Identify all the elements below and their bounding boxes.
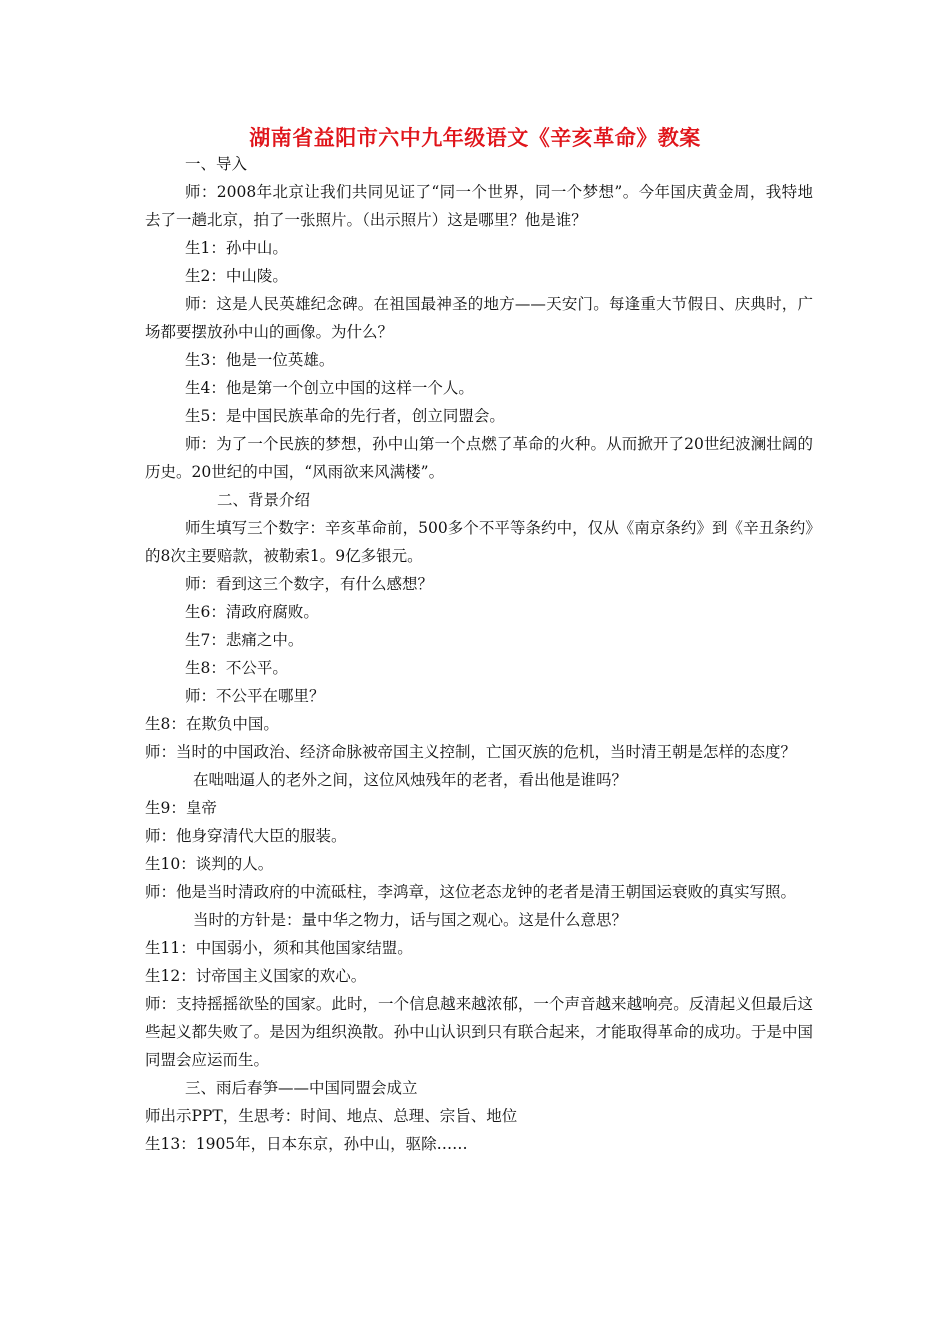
paragraph: 生8：不公平。	[185, 659, 288, 677]
paragraph: 生10：谈判的人。	[145, 855, 274, 873]
paragraph: 生8：在欺负中国。	[145, 715, 279, 733]
paragraph: 师：他身穿清代大臣的服装。	[145, 827, 347, 845]
paragraph: 师：这是人民英雄纪念碑。在祖国最神圣的地方——天安门。每逢重大节假日、庆典时，广场都要摆放孙中山的画像。为什么？	[145, 295, 813, 341]
paragraph: 师：支持摇摇欲坠的国家。此时，一个信息越来越浓郁，一个声音越来越响亮。反清起义但最后这些起义都失败了。是因为组织涣散。孙中山认识到只有联合起来，才能取得革命的成功。于是中国同盟会应运而生。	[145, 995, 813, 1069]
paragraph: 生13：1905年，日本东京，孙中山，驱除……	[145, 1135, 468, 1153]
paragraph: 师：2008年北京让我们共同见证了“同一个世界，同一个梦想”。今年国庆黄金周，我特地去了一趟北京，拍了一张照片。（出示照片）这是哪里？他是谁？	[145, 183, 813, 229]
paragraph: 生9：皇帝	[145, 799, 217, 817]
paragraph: 生12：讨帝国主义国家的欢心。	[145, 967, 367, 985]
paragraph: 师出示PPT，生思考：时间、地点、总理、宗旨、地位	[145, 1107, 518, 1125]
paragraph: 三、雨后春笋——中国同盟会成立	[185, 1079, 418, 1097]
paragraph: 一、导入	[185, 155, 248, 173]
paragraph: 生11：中国弱小，须和其他国家结盟。	[145, 939, 413, 957]
paragraph: 师：他是当时清政府的中流砥柱，李鸿章，这位老态龙钟的老者是清王朝国运衰败的真实写照。	[145, 883, 797, 901]
paragraph: 二、背景介绍	[217, 491, 311, 509]
paragraph: 师：为了一个民族的梦想，孙中山第一个点燃了革命的火种。从而掀开了20世纪波澜壮阔的历史。20世纪的中国，“风雨欲来风满楼”。	[145, 435, 813, 481]
paragraph: 生6：清政府腐败。	[185, 603, 319, 621]
document-body	[145, 150, 813, 1158]
paragraph: 师：看到这三个数字，有什么感想？	[185, 575, 434, 593]
paragraph: 师：不公平在哪里？	[185, 687, 325, 705]
paragraph: 师：当时的中国政治、经济命脉被帝国主义控制，亡国灭族的危机，当时清王朝是怎样的态度？	[145, 743, 797, 761]
paragraph: 生2：中山陵。	[185, 267, 288, 285]
document-title: 湖南省益阳市六中九年级语文《辛亥革命》教案	[249, 126, 701, 150]
paragraph: 生1：孙中山。	[185, 239, 288, 257]
paragraph: 当时的方针是：量中华之物力，话与国之观心。这是什么意思？	[193, 911, 628, 929]
paragraph: 生7：悲痛之中。	[185, 631, 304, 649]
paragraph: 生5：是中国民族革命的先行者，创立同盟会。	[185, 407, 505, 425]
paragraph: 生3：他是一位英雄。	[185, 351, 335, 369]
paragraph: 在咄咄逼人的老外之间，这位风烛残年的老者，看出他是谁吗？	[193, 771, 628, 789]
paragraph: 师生填写三个数字：辛亥革命前，500多个不平等条约中，仅从《南京条约》到《辛丑条约》的8次主要赔款，被勒索1。9亿多银元。	[145, 519, 813, 565]
paragraph: 生4：他是第一个创立中国的这样一个人。	[185, 379, 474, 397]
